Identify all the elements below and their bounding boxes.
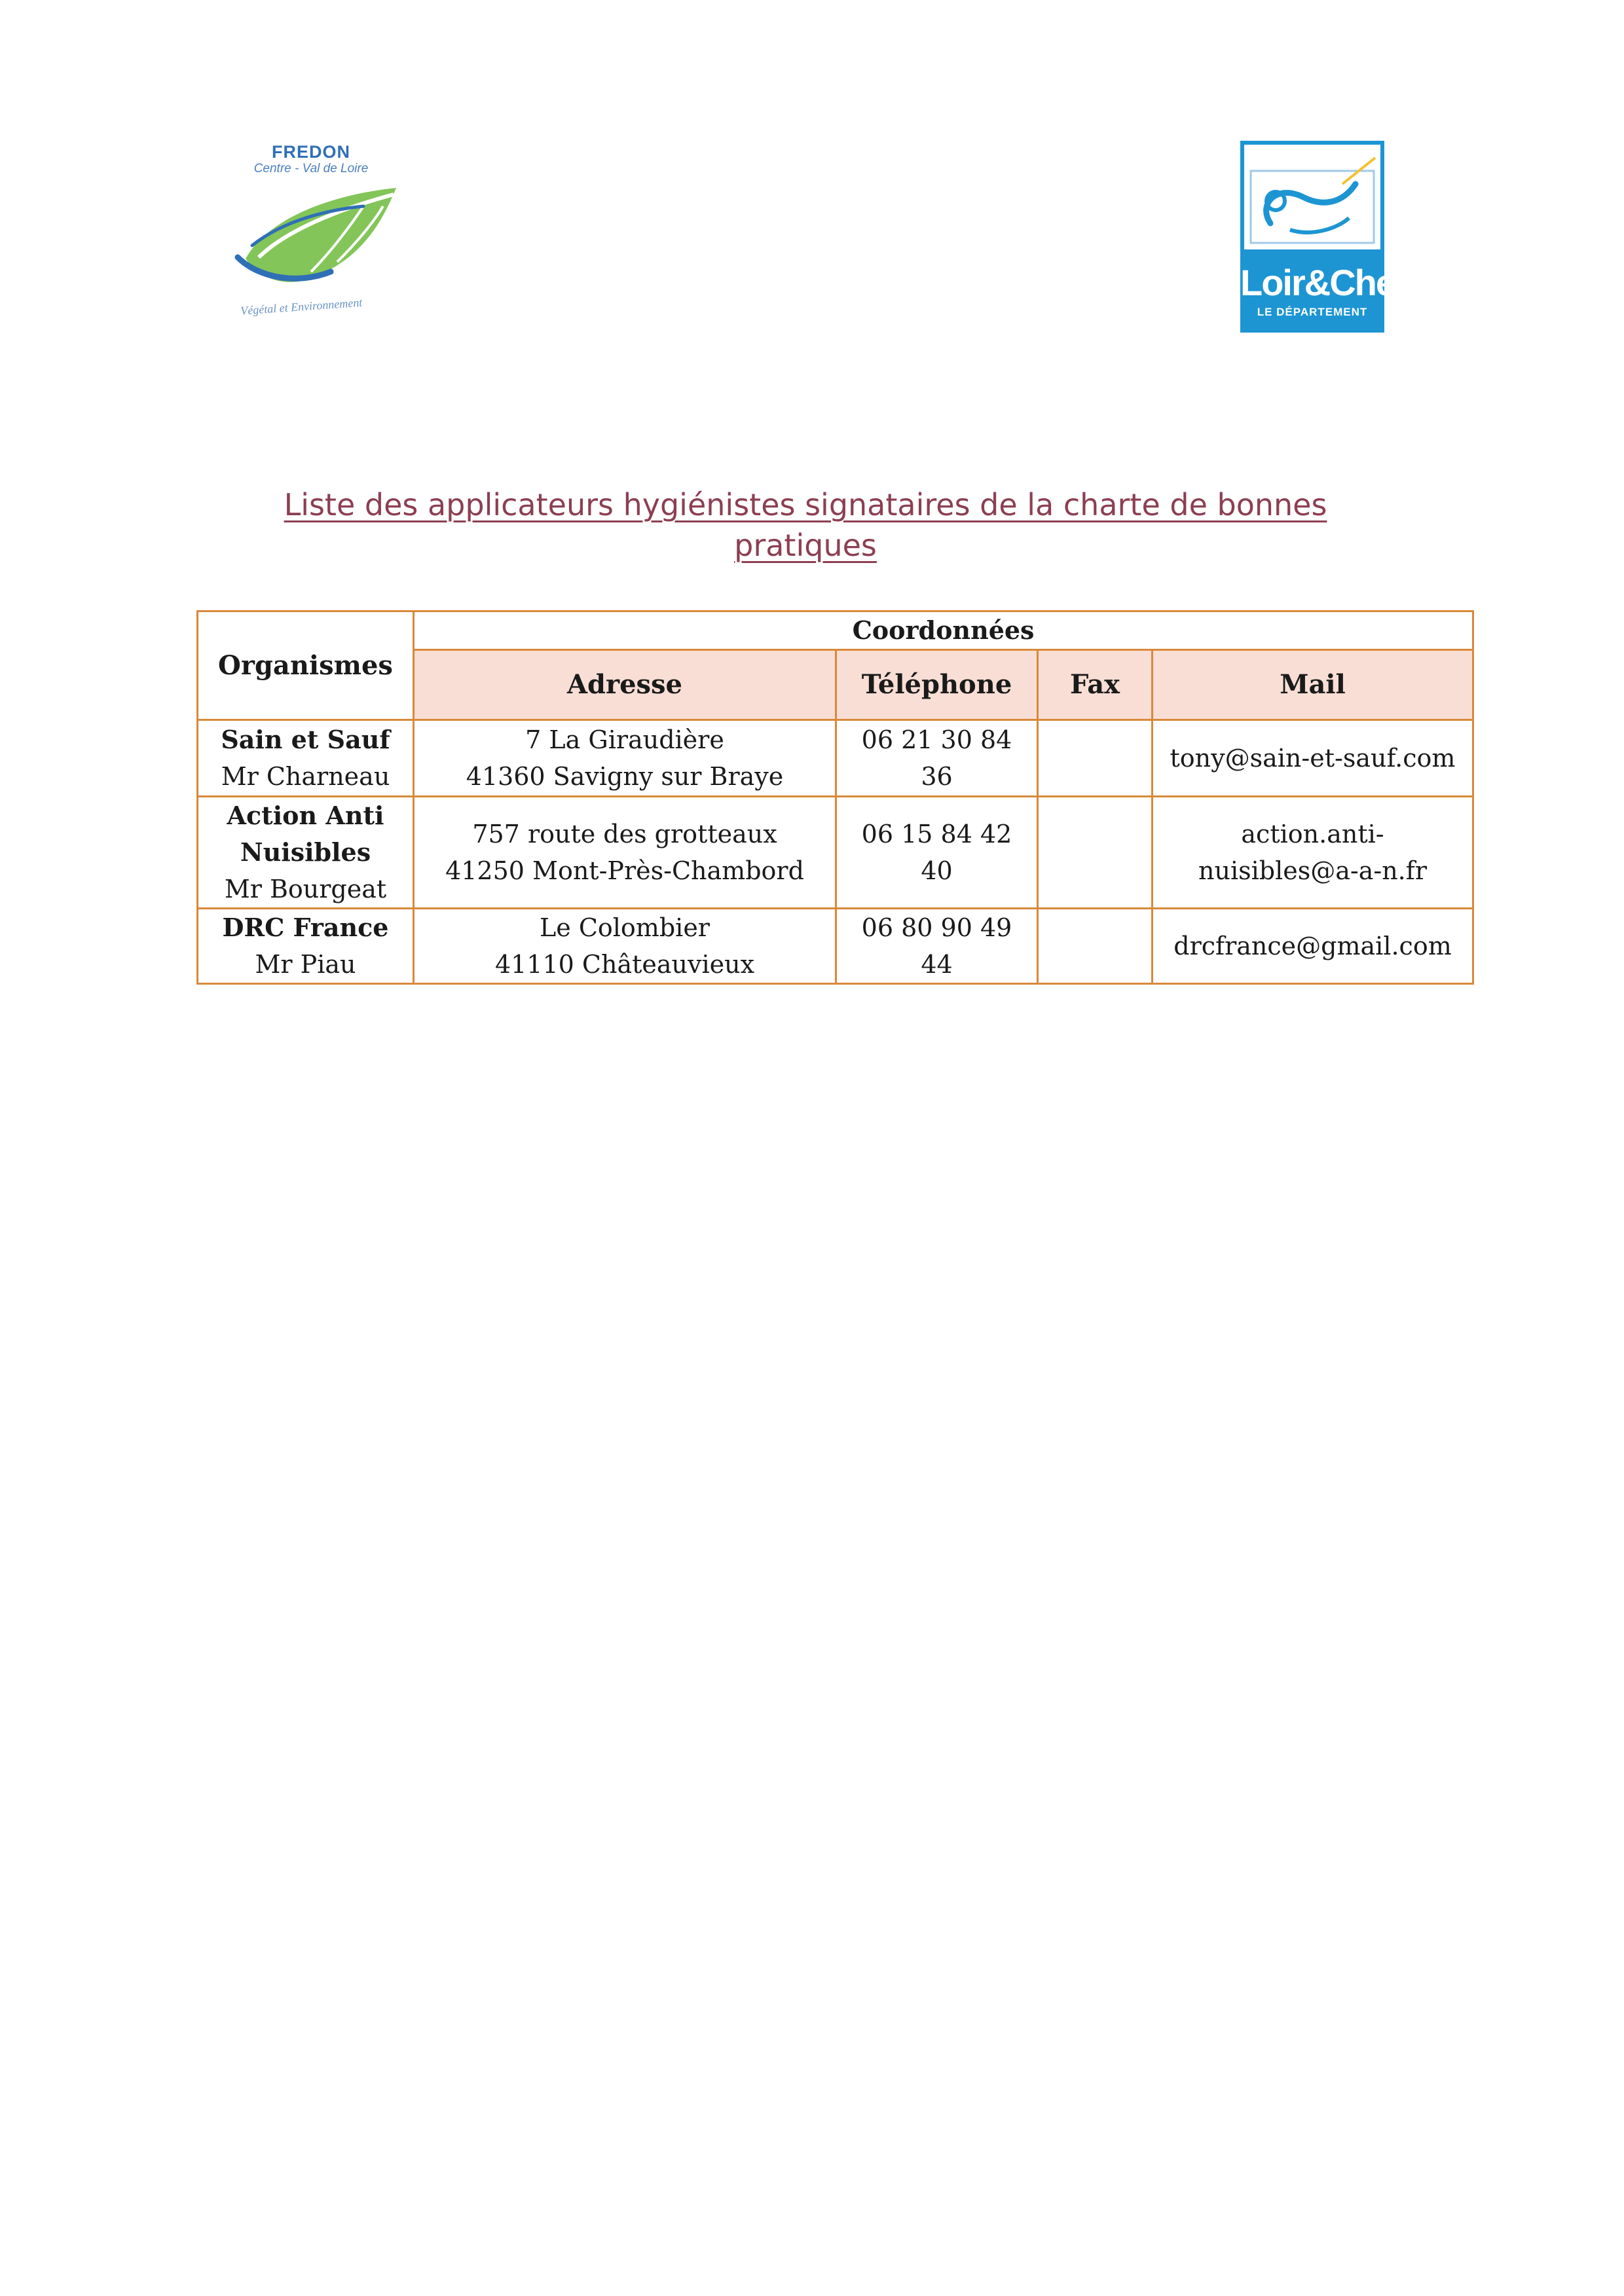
- page-title: [216, 484, 1395, 566]
- mail-cell: [1153, 797, 1473, 909]
- address-line2: 41250 Mont-Près-Chambord: [445, 856, 804, 885]
- header-coordonnees: Coordonnées: [414, 611, 1473, 650]
- address-cell: [414, 797, 836, 909]
- fredon-logo-subtitle: Centre - Val de Loire: [253, 162, 369, 175]
- organisme-name: Sain et Sauf: [221, 725, 390, 754]
- fax-cell: [1038, 797, 1153, 909]
- organisme-name: DRC France: [222, 913, 389, 942]
- mail-link[interactable]: tony@sain-et-sauf.com: [1170, 744, 1456, 773]
- address-line2: 41110 Châteauvieux: [494, 950, 755, 979]
- salamander-castle-icon: [1244, 145, 1380, 249]
- page-title-line1: Liste des applicateurs hygiénistes signataires de la charte de bonnes: [284, 487, 1327, 522]
- mail-link[interactable]: drcfrance@gmail.com: [1173, 932, 1452, 960]
- fredon-logo: [232, 134, 429, 324]
- address-line1: 757 route des grotteaux: [472, 820, 777, 848]
- mail-link-line1[interactable]: action.anti-: [1241, 820, 1384, 848]
- loir-et-cher-logo-name: Loir&Cher: [1240, 262, 1408, 303]
- loir-et-cher-emblem: [1244, 145, 1380, 249]
- organisme-cell: [198, 797, 414, 909]
- fax-cell: [1038, 720, 1153, 797]
- leaf-swoosh-icon: [232, 180, 422, 301]
- organisme-cell: [198, 909, 414, 984]
- phone-cell: 06 80 90 49 44: [836, 909, 1038, 984]
- table-row: [198, 909, 1473, 984]
- mail-link-line2[interactable]: nuisibles@a-a-n.fr: [1198, 856, 1427, 885]
- header-organismes: Organismes: [198, 611, 414, 720]
- loir-et-cher-logo-subtitle: LE DÉPARTEMENT: [1257, 306, 1368, 318]
- mail-cell: [1153, 720, 1473, 797]
- applicators-table: [196, 610, 1474, 985]
- address-line2: 41360 Savigny sur Braye: [466, 762, 784, 791]
- page-title-line2: pratiques: [734, 528, 877, 563]
- table-row: [198, 797, 1473, 909]
- address-cell: [414, 909, 836, 984]
- header-adresse: Adresse: [414, 650, 836, 720]
- phone-cell: 06 21 30 84 36: [836, 720, 1038, 797]
- header-telephone: Téléphone: [836, 650, 1038, 720]
- table-header-row: [198, 611, 1473, 650]
- organisme-contact: Mr Piau: [255, 950, 356, 979]
- organisme-name-line1: Action Anti: [227, 801, 384, 830]
- header-mail: Mail: [1153, 650, 1473, 720]
- phone-cell: 06 15 84 42 40: [836, 797, 1038, 909]
- table-row: [198, 720, 1473, 797]
- mail-cell: [1153, 909, 1473, 984]
- address-cell: [414, 720, 836, 797]
- organisme-name-line2: Nuisibles: [240, 837, 371, 867]
- organisme-cell: [198, 720, 414, 797]
- organisme-contact: Mr Charneau: [221, 762, 390, 791]
- address-line1: Le Colombier: [540, 913, 710, 942]
- loir-et-cher-logo: [1240, 141, 1408, 333]
- address-line1: 7 La Giraudière: [525, 725, 724, 754]
- header-fax: Fax: [1038, 650, 1153, 720]
- fredon-logo-tagline: Végétal et Environnement: [240, 295, 363, 318]
- fax-cell: [1038, 909, 1153, 984]
- organisme-contact: Mr Bourgeat: [224, 875, 387, 903]
- fredon-logo-name: FREDON: [272, 142, 350, 162]
